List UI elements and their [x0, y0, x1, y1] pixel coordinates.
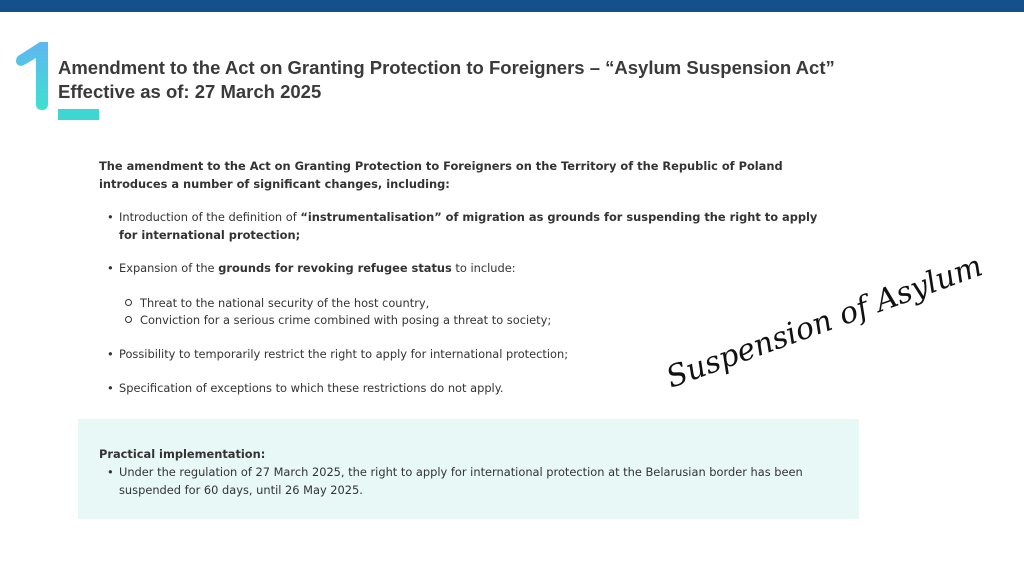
sub-bullet-circle: [125, 299, 132, 306]
bullet-bold-text: grounds for revoking refugee status: [218, 261, 452, 275]
number-underline: [58, 109, 99, 120]
bullet-text: Expansion of the: [119, 261, 219, 275]
sub-bullet-serious-crime: [125, 311, 551, 329]
slide-title: [58, 56, 958, 104]
practical-bullet: [107, 463, 827, 499]
slide-number-graphic: [12, 38, 60, 110]
signature-text: Suspension of Asylum: [661, 248, 988, 396]
bullet-dot: •: [107, 261, 114, 275]
bullet-instrumentalisation: [107, 208, 837, 244]
practical-heading: Practical implementation:: [99, 447, 266, 461]
bullet-dot: •: [107, 347, 114, 361]
top-bar: [0, 0, 1024, 12]
sub-bullet-text: Threat to the national security of the host country,: [140, 296, 430, 310]
practical-bullet-text: Under the regulation of 27 March 2025, the right to apply for international protection at the Belarusian border has been suspended for 60 days, until 26 May 2025.: [119, 465, 803, 497]
sub-bullet-national-security: [125, 294, 429, 312]
bullet-text-end: to include:: [451, 261, 516, 275]
sub-bullet-text: Conviction for a serious crime combined with posing a threat to society;: [140, 313, 552, 327]
bullet-bold-text: “instrumentalisation” of migration as grounds for suspending the right to apply for international protection;: [119, 210, 818, 242]
bullet-text: Specification of exceptions to which these restrictions do not apply.: [119, 381, 504, 395]
bullet-dot: •: [107, 465, 114, 479]
bullet-dot: •: [107, 381, 114, 395]
title-line-2: Effective as of: 27 March 2025: [58, 81, 322, 102]
bullet-text: Possibility to temporarily restrict the right to apply for international protection;: [119, 347, 569, 361]
title-line-1: Amendment to the Act on Granting Protection to Foreigners – “Asylum Suspension Act”: [58, 57, 835, 78]
intro-paragraph: The amendment to the Act on Granting Protection to Foreigners on the Territory of the Republic of Poland introduces a number of significant changes, including:: [99, 159, 783, 191]
sub-bullet-circle: [125, 316, 132, 323]
bullet-dot: •: [107, 210, 114, 224]
bullet-revoking-grounds: [107, 259, 837, 277]
signature-graphic: [661, 248, 988, 400]
bullet-text: Introduction of the definition of: [119, 210, 301, 224]
practical-implementation-box: [78, 419, 859, 519]
